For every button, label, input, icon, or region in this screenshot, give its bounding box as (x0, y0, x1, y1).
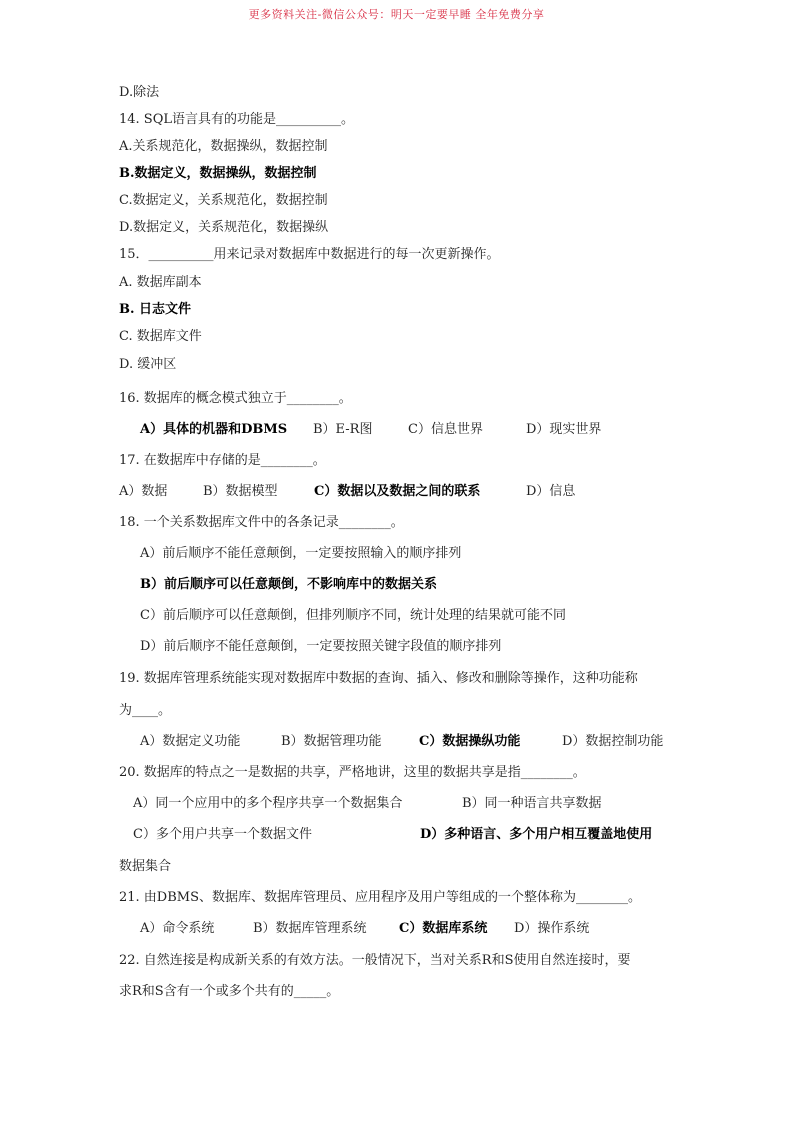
q17-option-c-answer: C）数据以及数据之间的联系 (314, 484, 481, 499)
q15-option-d: D. 缓冲区 (119, 357, 177, 372)
q20-option-b: B）同一种语言共享数据 (462, 796, 602, 811)
q15-option-a: A. 数据库副本 (119, 275, 202, 290)
q20-option-d-answer-line2: 数据集合 (119, 859, 172, 874)
q18-option-d: D）前后顺序不能任意颠倒，一定要按照关键字段值的顺序排列 (140, 639, 502, 654)
q19-option-c-answer: C）数据操纵功能 (419, 734, 521, 749)
q18-option-b-answer: B）前后顺序可以任意颠倒，不影响库中的数据关系 (140, 577, 437, 592)
q19-question-line2: 为____。 (119, 703, 172, 718)
q20-option-c: C）多个用户共享一个数据文件 (133, 827, 312, 842)
q18-option-a: A）前后顺序不能任意颠倒，一定要按照输入的顺序排列 (140, 546, 462, 561)
q14-option-d: D.数据定义，关系规范化，数据操纵 (119, 220, 329, 235)
q19-option-b: B）数据管理功能 (281, 734, 382, 749)
q17-option-d: D）信息 (526, 484, 576, 499)
q15-question: 15．__________用来记录对数据库中数据进行的每一次更新操作。 (119, 247, 500, 262)
q22-question-line2: 求R和S含有一个或多个共有的_____。 (119, 984, 340, 999)
q21-option-b: B）数据库管理系统 (253, 921, 367, 936)
q18-question: 18. 一个关系数据库文件中的各条记录________。 (119, 515, 404, 530)
q17-option-a: A）数据 (119, 484, 168, 499)
q16-option-d: D）现实世界 (526, 422, 602, 437)
q14-option-a: A.关系规范化，数据操纵，数据控制 (119, 139, 328, 154)
q21-question: 21. 由DBMS、数据库、数据库管理员、应用程序及用户等组成的一个整体称为________。 (119, 890, 641, 905)
q20-question: 20. 数据库的特点之一是数据的共享，严格地讲，这里的数据共享是指________。 (119, 765, 586, 780)
q15-option-c: C. 数据库文件 (119, 329, 202, 344)
q20-option-d-answer-line1: D）多种语言、多个用户相互覆盖地使用 (420, 827, 653, 842)
q16-option-b: B）E-R图 (313, 422, 373, 437)
q18-option-c: C）前后顺序可以任意颠倒，但排列顺序不同，统计处理的结果就可能不同 (140, 608, 566, 623)
q21-option-c-answer: C）数据库系统 (399, 921, 488, 936)
q19-option-a: A）数据定义功能 (140, 734, 241, 749)
q22-question-line1: 22. 自然连接是构成新关系的有效方法。一般情况下，当对关系R和S使用自然连接时，要 (119, 953, 631, 968)
q19-question-line1: 19. 数据库管理系统能实现对数据库中数据的查询、插入、修改和删除等操作，这种功能称 (119, 671, 638, 686)
q19-option-d: D）数据控制功能 (562, 734, 664, 749)
q21-option-d: D）操作系统 (514, 921, 590, 936)
q16-option-c: C）信息世界 (408, 422, 483, 437)
q21-option-a: A）命令系统 (140, 921, 215, 936)
q13-option-d: D.除法 (119, 85, 160, 100)
q17-option-b: B）数据模型 (203, 484, 278, 499)
q14-question: 14. SQL语言具有的功能是__________。 (119, 112, 355, 127)
q14-option-b-answer: B.数据定义，数据操纵，数据控制 (119, 166, 317, 181)
q17-question: 17. 在数据库中存储的是________。 (119, 453, 326, 468)
page-header-banner: 更多资料关注-微信公众号：明天一定要早睡 全年免费分享 (248, 8, 545, 21)
q16-question: 16. 数据库的概念模式独立于________。 (119, 391, 352, 406)
q20-option-a: A）同一个应用中的多个程序共享一个数据集合 (133, 796, 403, 811)
q14-option-c: C.数据定义，关系规范化，数据控制 (119, 193, 328, 208)
q15-option-b-answer: B. 日志文件 (119, 302, 192, 317)
q16-option-a-answer: A）具体的机器和DBMS (140, 422, 288, 437)
